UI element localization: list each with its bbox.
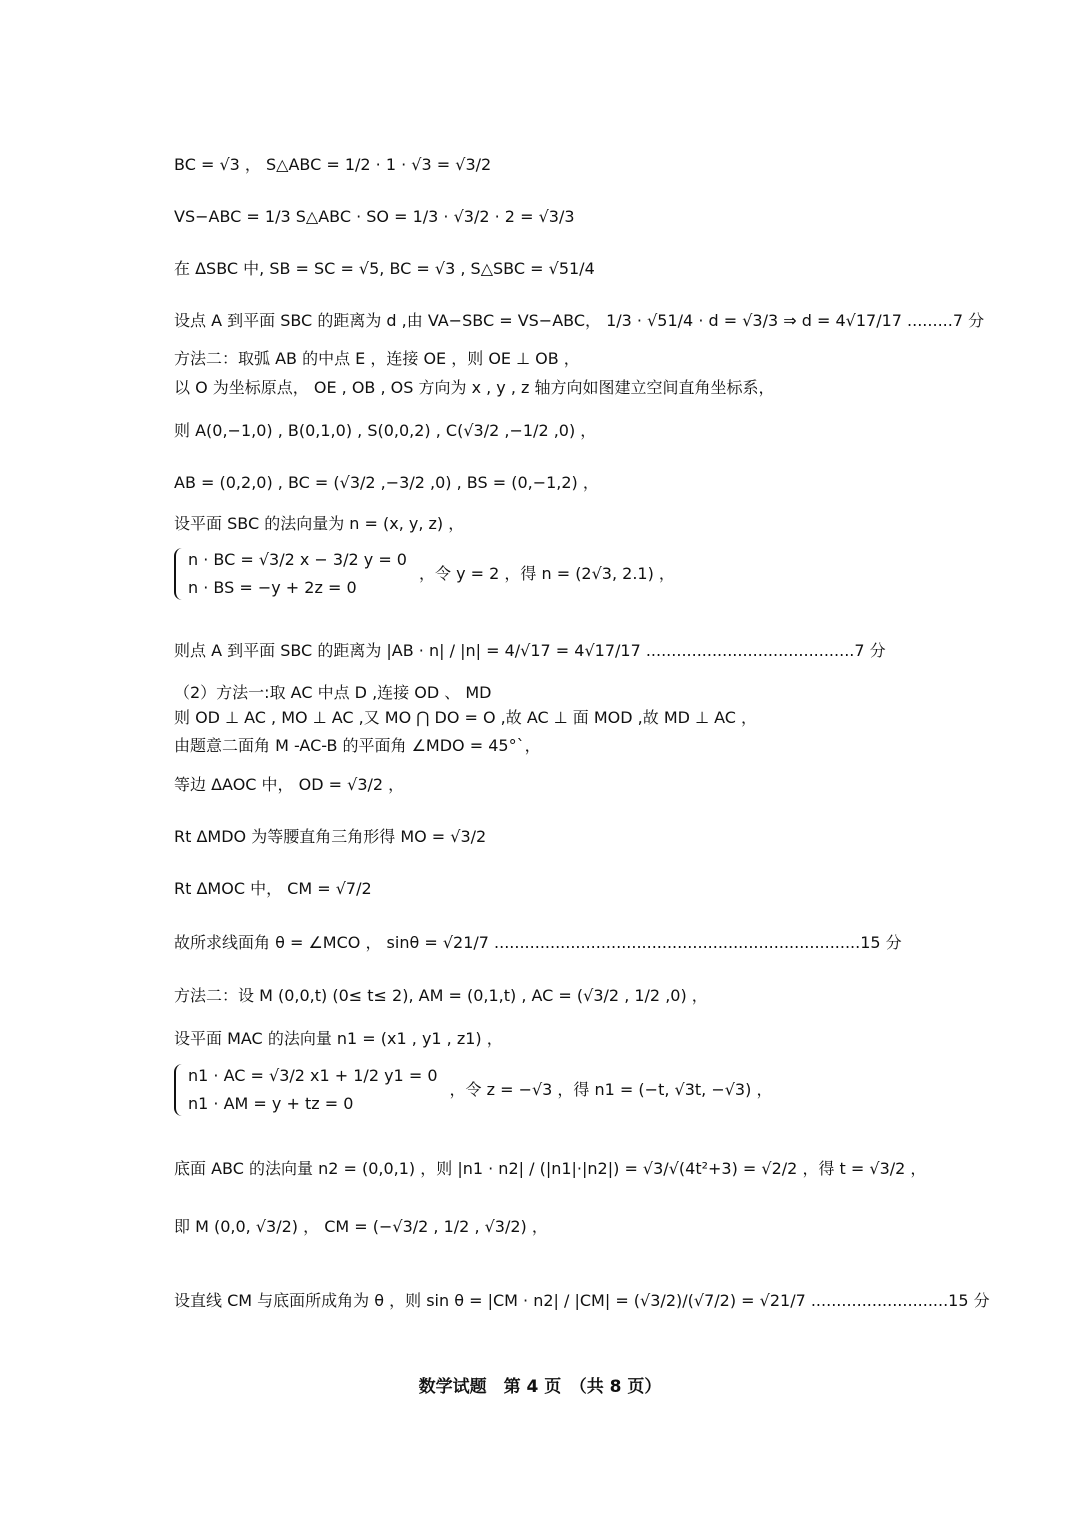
line-17: Rt ΔMOC 中， CM = √7/2: [174, 879, 372, 898]
line-19: 方法二：设 M (0,0,t) (0≤ t≤ 2), AM = (0,1,t) , AC = (√3/2 , 1/2 ,0) ，: [174, 986, 708, 1005]
line-3: 在 ΔSBC 中, SB = SC = √5, BC = √3 , S△SBC = √51/4: [174, 259, 595, 278]
system-rows: [188, 1065, 438, 1115]
line-23: 即 M (0,0, √3/2) ， CM = (−√3/2 , 1/2 , √3/2) ，: [174, 1217, 548, 1236]
system-row: n · BC = √3/2 x − 3/2 y = 0: [188, 550, 407, 569]
line-24: 设直线 CM 与底面所成角为 θ ，则 sin θ = |CM · n2| / |CM| = (√3/2)/(√7/2) = √21/7 ...........................15 分: [174, 1291, 990, 1310]
line-14: 由题意二面角 M -AC-B 的平面角 ∠MDO = 45°`，: [174, 736, 541, 755]
line-18: 故所求线面角 θ = ∠MCO ， sinθ = √21/7 ........................................................................15 分: [174, 933, 902, 952]
line-16: Rt ΔMDO 为等腰直角三角形得 MO = √3/2: [174, 827, 487, 846]
line-4: 设点 A 到平面 SBC 的距离为 d ,由 VA−SBC = VS−ABC， 1/3 · √51/4 · d = √3/3 ⇒ d = 4√17/17 .........7 分: [174, 311, 985, 330]
line-6: 以 O 为坐标原点， OE , OB , OS 方向为 x , y , z 轴方向如图建立空间直角坐标系，: [174, 378, 775, 397]
line-13: 则 OD ⊥ AC , MO ⊥ AC ,又 MO ⋂ DO = O ,故 AC ⊥ 面 MOD ,故 MD ⊥ AC ，: [174, 708, 758, 727]
page-footer: 数学试题 第 4 页 （共 8 页）: [418, 1377, 662, 1397]
system-brace: [174, 1064, 184, 1116]
system-rows: [188, 549, 407, 599]
line-15: 等边 ΔAOC 中， OD = √3/2 ，: [174, 775, 405, 794]
line-1: BC = √3 ， S△ABC = 1/2 · 1 · √3 = √3/2: [174, 155, 492, 174]
system-row: n1 · AM = y + tz = 0: [188, 1094, 354, 1113]
line-2: VS−ABC = 1/3 S△ABC · SO = 1/3 · √3/2 · 2 = √3/3: [174, 207, 575, 226]
line-5: 方法二：取弧 AB 的中点 E ，连接 OE ，则 OE ⊥ OB ，: [174, 349, 580, 368]
system-condition: ，令 y = 2 ，得 n = (2√3, 2.1) ，: [418, 564, 675, 583]
system-2: [174, 1064, 772, 1116]
system-1: [174, 548, 675, 600]
system-condition: ，令 z = −√3 ，得 n1 = (−t, √3t, −√3) ，: [449, 1080, 773, 1099]
line-20: 设平面 MAC 的法向量 n1 = (x1 , y1 , z1) ，: [174, 1029, 503, 1048]
line-12: （2）方法一:取 AC 中点 D ,连接 OD 、 MD: [174, 683, 492, 702]
line-11: 则点 A 到平面 SBC 的距离为 |AB · n| / |n| = 4/√17 = 4√17/17 .........................................7 分: [174, 641, 886, 660]
system-brace: [174, 548, 184, 600]
line-22: 底面 ABC 的法向量 n2 = (0,0,1) ，则 |n1 · n2| / (|n1|·|n2|) = √3/√(4t²+3) = √2/2 ，得 t = √3/2 ，: [174, 1159, 927, 1178]
system-row: n · BS = −y + 2z = 0: [188, 578, 357, 597]
line-9: 设平面 SBC 的法向量为 n = (x, y, z) ，: [174, 514, 465, 533]
line-8: AB = (0,2,0) , BC = (√3/2 ,−3/2 ,0) , BS = (0,−1,2) ，: [174, 473, 599, 492]
line-7: 则 A(0,−1,0) , B(0,1,0) , S(0,0,2) , C(√3/2 ,−1/2 ,0) ，: [174, 421, 597, 440]
system-row: n1 · AC = √3/2 x1 + 1/2 y1 = 0: [188, 1066, 438, 1085]
